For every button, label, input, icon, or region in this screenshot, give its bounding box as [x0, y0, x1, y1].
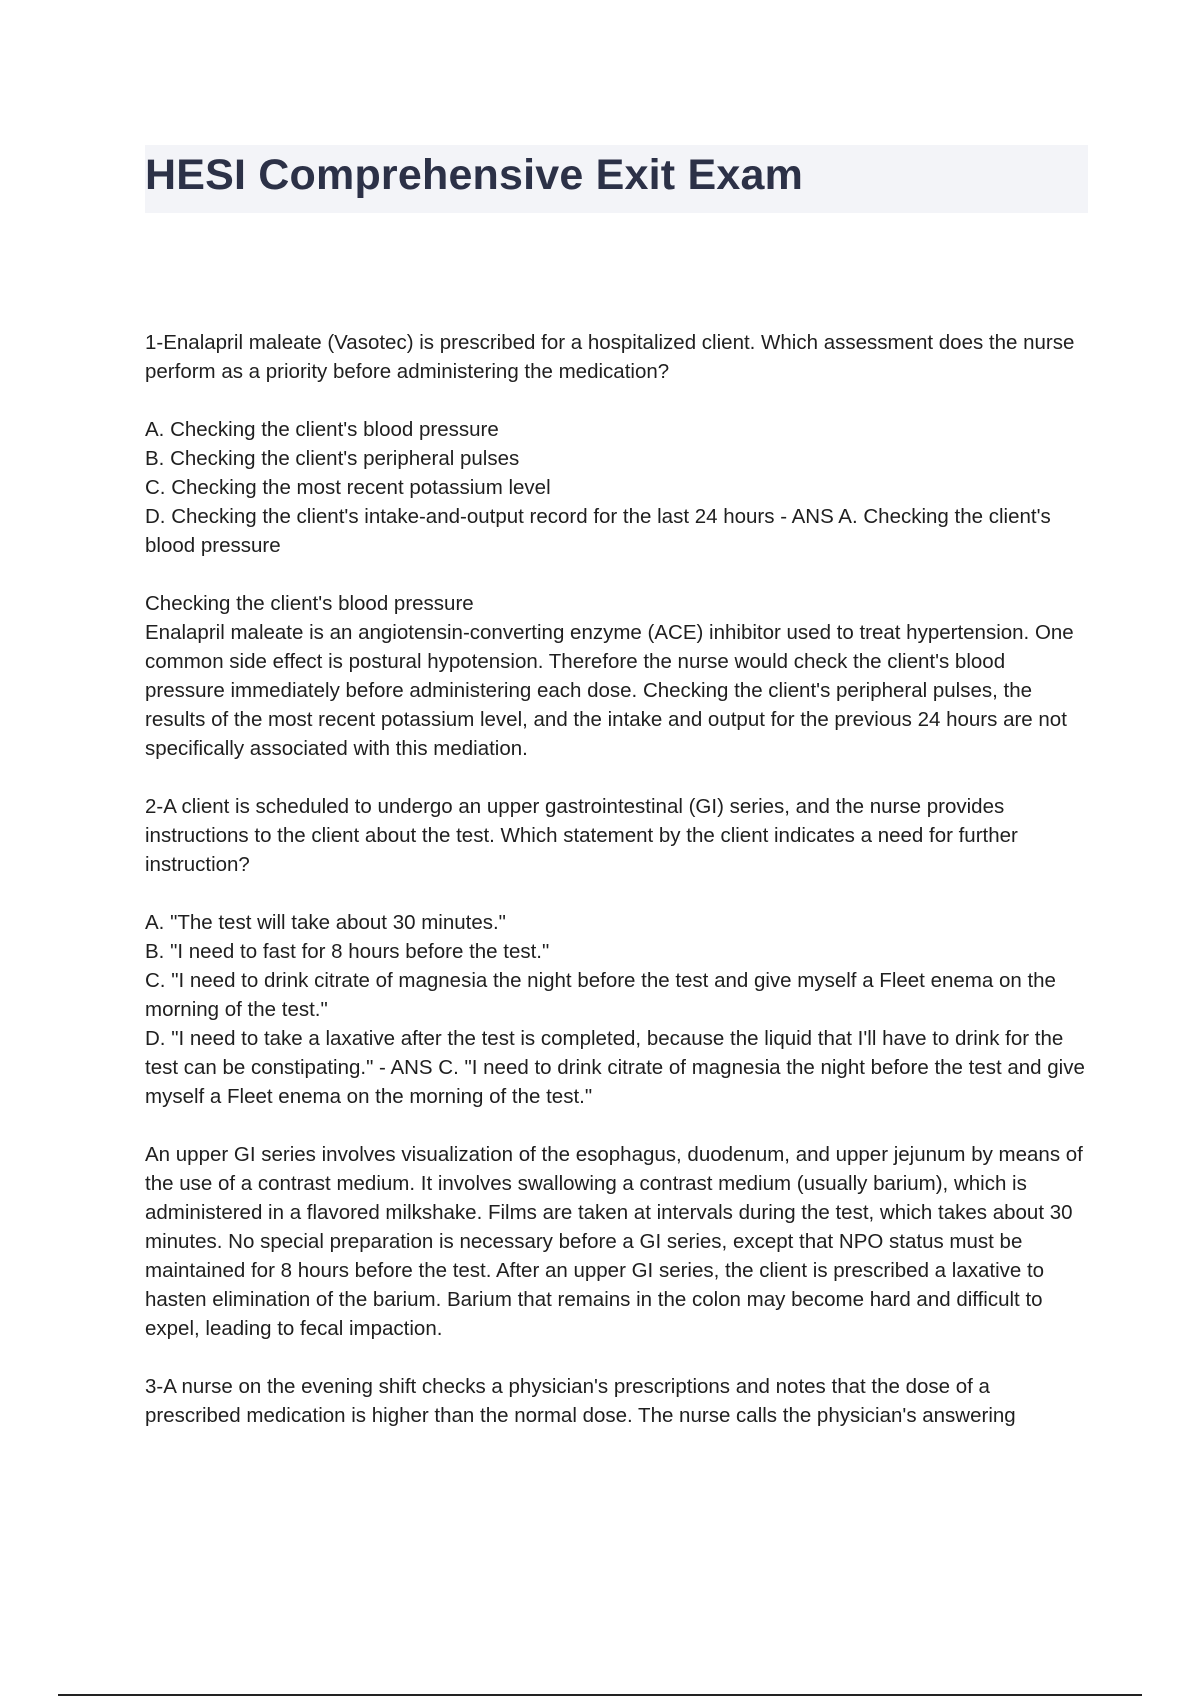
question-1-options — [145, 415, 1090, 560]
title-banner — [145, 145, 1088, 213]
question-2-option-c: C. "I need to drink citrate of magnesia the night before the test and give myself a Fleet enema on the morning of the test." — [145, 969, 1056, 1021]
question-1-option-d-answer: D. Checking the client's intake-and-output record for the last 24 hours - ANS A. Checking the client's blood pressure — [145, 505, 1051, 557]
footer-divider — [58, 1694, 1142, 1696]
question-2-options — [145, 908, 1090, 1111]
question-1-rationale: Enalapril maleate is an angiotensin-converting enzyme (ACE) inhibitor used to treat hypertension. One common side effect is postural hypotension. Therefore the nurse would check the client's blood pressure immediately before administering each dose. Checking the client's peripheral pulses, the results of the most recent potassium level, and the intake and output for the previous 24 hours are not specifically associated with this mediation. — [145, 621, 1074, 760]
question-2-stem: 2-A client is scheduled to undergo an upper gastrointestinal (GI) series, and the nurse provides instructions to the client about the test. Which statement by the client indicates a need for further instruction? — [145, 795, 1018, 876]
question-3-stem: 3-A nurse on the evening shift checks a physician's prescriptions and notes that the dose of a prescribed medication is higher than the normal dose. The nurse calls the physician's answering — [145, 1375, 1016, 1427]
question-2-option-d-answer: D. "I need to take a laxative after the test is completed, because the liquid that I'll have to drink for the test can be constipating." - ANS C. "I need to drink citrate of magnesia the night before the test and give myself a Fleet enema on the morning of the test." — [145, 1027, 1085, 1108]
question-1-option-a: A. Checking the client's blood pressure — [145, 418, 499, 441]
question-1-option-c: C. Checking the most recent potassium level — [145, 476, 551, 499]
question-1-stem: 1-Enalapril maleate (Vasotec) is prescribed for a hospitalized client. Which assessment does the nurse perform as a priority before administering the medication? — [145, 331, 1075, 383]
document-body — [145, 328, 1090, 1459]
question-1-rationale-heading: Checking the client's blood pressure — [145, 592, 474, 615]
question-1-option-b: B. Checking the client's peripheral pulses — [145, 447, 520, 470]
question-2-option-a: A. "The test will take about 30 minutes." — [145, 911, 506, 934]
question-2-rationale: An upper GI series involves visualization of the esophagus, duodenum, and upper jejunum by means of the use of a contrast medium. It involves swallowing a contrast medium (usually barium), which is administered in a flavored milkshake. Films are taken at intervals during the test, which takes about 30 minutes. No special preparation is necessary before a GI series, except that NPO status must be maintained for 8 hours before the test. After an upper GI series, the client is prescribed a laxative to hasten elimination of the barium. Barium that remains in the colon may become hard and difficult to expel, leading to fecal impaction. — [145, 1143, 1083, 1340]
document-title: HESI Comprehensive Exit Exam — [145, 151, 804, 199]
question-2-option-b: B. "I need to fast for 8 hours before the test." — [145, 940, 550, 963]
